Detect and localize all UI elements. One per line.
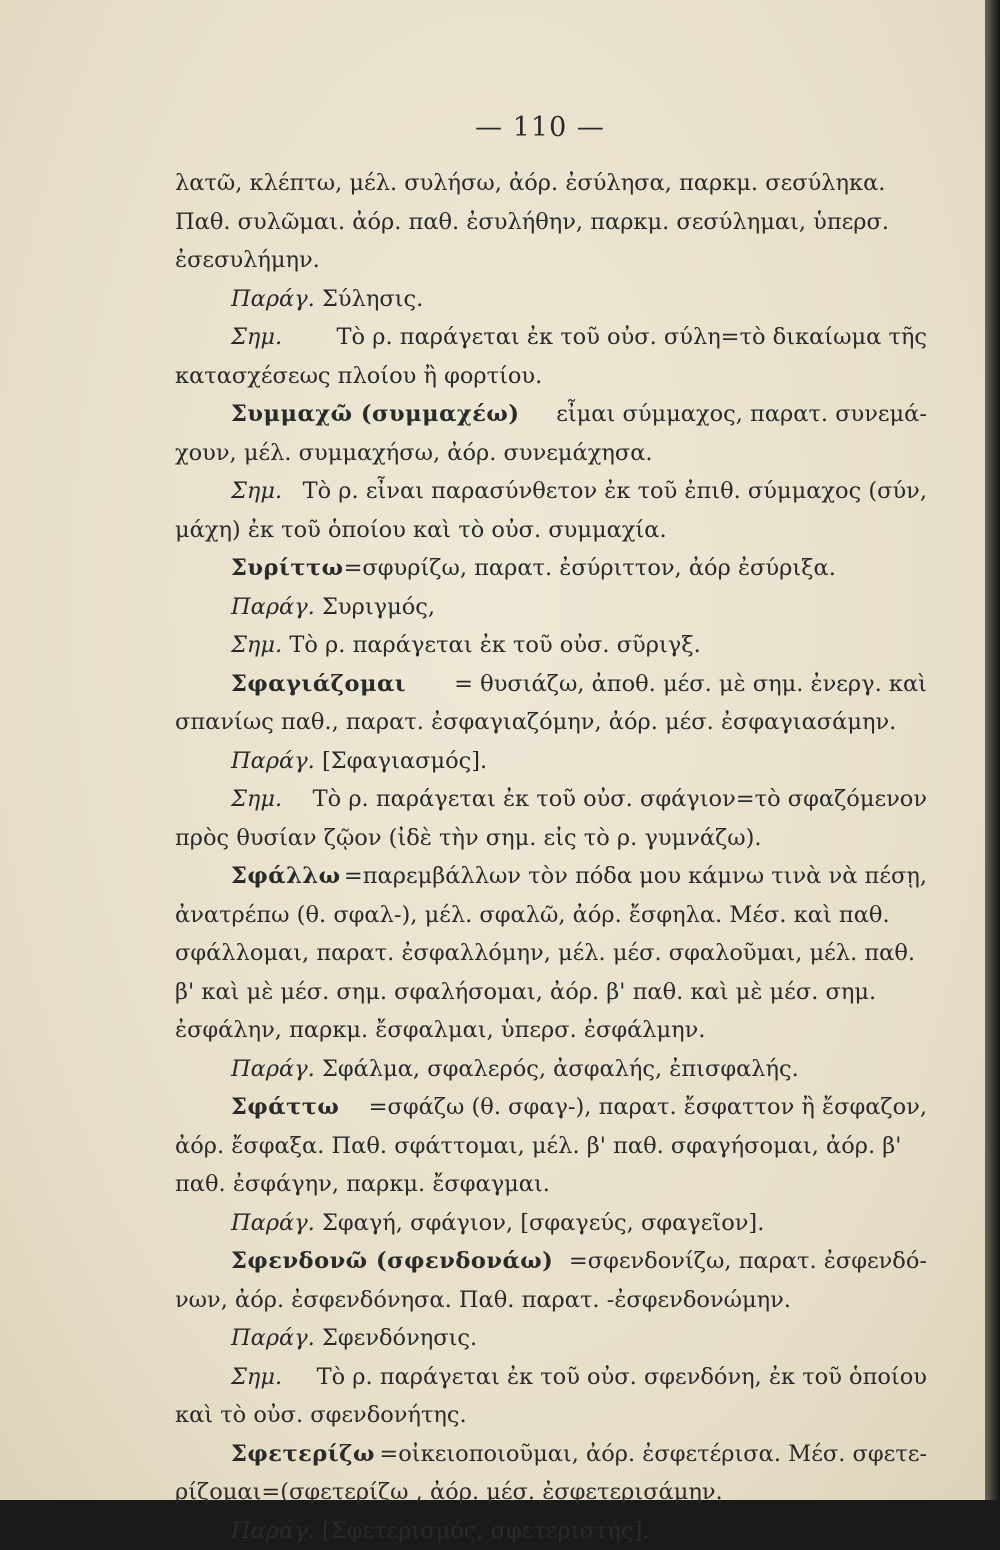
line-text: πρὸς θυσίαν ζῷον (ἰδὲ τὴν σημ. εἰς τὸ ρ. γυμνάζω). <box>175 819 762 858</box>
entry-note <box>175 318 927 357</box>
line-text: Σφενδόνησις. <box>322 1319 477 1358</box>
text-line <box>175 511 927 550</box>
text-line <box>175 934 927 973</box>
headword: Σφενδονῶ (σφενδονάω) <box>231 1242 553 1281</box>
text-line <box>175 434 927 473</box>
paragogi-label: Παράγ. <box>231 588 315 627</box>
text-line <box>175 1473 927 1512</box>
entry-paragogi <box>175 588 927 627</box>
page-number: — 110 — <box>0 112 1000 143</box>
paragogi-label: Παράγ. <box>231 1050 315 1089</box>
note-label: Σημ. <box>231 318 282 357</box>
entry-headword-line <box>175 857 927 896</box>
entry-note <box>175 626 927 665</box>
paragogi-label: Παράγ. <box>231 742 315 781</box>
entry-note <box>175 472 927 511</box>
text-line <box>175 819 927 858</box>
line-text: Τὸ ρ. παράγεται ἐκ τοῦ οὐσ. σῦριγξ. <box>289 626 700 665</box>
line-text: ἀνατρέπω (θ. σφαλ-), μέλ. σφαλῶ, ἀόρ. ἔσφηλα. Μέσ. καὶ παθ. <box>175 896 890 935</box>
line-text: παθ. ἐσφάγην, παρκμ. ἔσφαγμαι. <box>175 1165 550 1204</box>
text-line <box>175 357 927 396</box>
line-text: νων, ἀόρ. ἐσφενδόνησα. Παθ. παρατ. -ἐσφενδονώμην. <box>175 1281 791 1320</box>
line-text: σφάλλομαι, παρατ. ἐσφαλλόμην, μέλ. μέσ. σφαλοῦμαι, μέλ. παθ. <box>175 934 915 973</box>
note-label: Σημ. <box>231 780 282 819</box>
line-text: χουν, μέλ. συμμαχήσω, ἀόρ. συνεμάχησα. <box>175 434 653 473</box>
line-text: λατῶ, κλέπτω, μέλ. συλήσω, ἀόρ. ἐσύλησα, παρκμ. σεσύληκα. <box>175 164 885 203</box>
line-text: Παθ. συλῶμαι. ἀόρ. παθ. ἐσυλήθην, παρκμ. σεσύλημαι, ὑπερσ. <box>175 203 889 242</box>
note-label: Σημ. <box>231 1358 282 1397</box>
line-text: = θυσιάζω, ἀποθ. μέσ. μὲ σημ. ἐνεργ. καὶ <box>454 665 927 704</box>
text-line <box>175 203 927 242</box>
note-label: Σημ. <box>231 626 282 665</box>
line-text: καὶ τὸ οὐσ. σφενδονήτης. <box>175 1396 467 1435</box>
headword: Συρίττω <box>231 549 344 588</box>
entry-note <box>175 780 927 819</box>
entry-headword-line <box>175 665 927 704</box>
entry-headword-line <box>175 1435 927 1474</box>
headword: Σφετερίζω <box>231 1435 375 1474</box>
paragogi-label: Παράγ. <box>231 280 315 319</box>
line-text: κατασχέσεως πλοίου ἢ φορτίου. <box>175 357 542 396</box>
line-text: [Σφαγιασμός]. <box>322 742 487 781</box>
entry-paragogi <box>175 280 927 319</box>
entry-headword-line <box>175 395 927 434</box>
entry-paragogi <box>175 1512 927 1550</box>
line-text: ἀόρ. ἔσφαξα. Παθ. σφάττομαι, μέλ. β' παθ. σφαγήσομαι, ἀόρ. β' <box>175 1127 901 1166</box>
line-text: ἐσεσυλήμην. <box>175 241 320 280</box>
line-text: =σφυρίζω, παρατ. ἐσύριττον, ἀόρ ἐσύριξα. <box>344 549 836 588</box>
headword: Συμμαχῶ (συμμαχέω) <box>231 395 519 434</box>
entry-paragogi <box>175 742 927 781</box>
entry-paragogi <box>175 1319 927 1358</box>
paragogi-label: Παράγ. <box>231 1204 315 1243</box>
entry-headword-line <box>175 1088 927 1127</box>
line-text: Σύλησις. <box>322 280 423 319</box>
text-line <box>175 1396 927 1435</box>
line-text: Σφάλμα, σφαλερός, ἀσφαλής, ἐπισφαλής. <box>322 1050 799 1089</box>
line-text: =παρεμβάλλων τὸν πόδα μου κάμνω τινὰ νὰ πέσῃ, <box>344 857 927 896</box>
text-line <box>175 1011 927 1050</box>
entry-note <box>175 1358 927 1397</box>
text-line <box>175 703 927 742</box>
line-text: [Σφετερισμός, σφετεριστής]. <box>322 1512 649 1550</box>
line-text: =οἰκειοποιοῦμαι, ἀόρ. ἐσφετέρισα. Μέσ. σφετε- <box>379 1435 927 1474</box>
headword: Σφαγιάζομαι <box>231 665 406 704</box>
line-text: ρίζομαι=(σφετερίζω , ἀόρ. μέσ. ἐσφετερισάμην. <box>175 1473 723 1512</box>
entry-paragogi <box>175 1204 927 1243</box>
note-label: Σημ. <box>231 472 282 511</box>
text-line <box>175 1127 927 1166</box>
line-text: =σφενδονίζω, παρατ. ἐσφενδό- <box>569 1242 927 1281</box>
entry-paragogi <box>175 1050 927 1089</box>
line-text: εἶμαι σύμμαχος, παρατ. συνεμά- <box>556 395 927 434</box>
entry-headword-line <box>175 1242 927 1281</box>
text-line <box>175 241 927 280</box>
text-line <box>175 164 927 203</box>
paragogi-label: Παράγ. <box>231 1512 315 1550</box>
line-text: Τὸ ρ. παράγεται ἐκ τοῦ οὐσ. σφενδόνη, ἐκ τοῦ ὁποίου <box>317 1358 927 1397</box>
text-line <box>175 1281 927 1320</box>
line-text: Τὸ ρ. παράγεται ἐκ τοῦ οὐσ. σύλη=τὸ δικαίωμα τῆς <box>337 318 927 357</box>
headword: Σφάλλω <box>231 857 341 896</box>
line-text: Σφαγή, σφάγιον, [σφαγεύς, σφαγεῖον]. <box>322 1204 764 1243</box>
line-text: Τὸ ρ. παράγεται ἐκ τοῦ οὐσ. σφάγιον=τὸ σφαζόμενον <box>313 780 927 819</box>
line-text: μάχη) ἐκ τοῦ ὁποίου καὶ τὸ οὐσ. συμμαχία. <box>175 511 667 550</box>
lexicon-text <box>175 164 927 1550</box>
line-text: Τὸ ρ. εἶναι παρασύνθετον ἐκ τοῦ ἐπιθ. σύμμαχος (σύν, <box>303 472 927 511</box>
paragogi-label: Παράγ. <box>231 1319 315 1358</box>
line-text: Συριγμός, <box>322 588 435 627</box>
line-text: σπανίως παθ., παρατ. ἐσφαγιαζόμην, ἀόρ. μέσ. ἐσφαγιασάμην. <box>175 703 896 742</box>
text-line <box>175 896 927 935</box>
headword: Σφάττω <box>231 1088 339 1127</box>
entry-headword-line <box>175 549 927 588</box>
line-text: ἐσφάλην, παρκμ. ἔσφαλμαι, ὑπερσ. ἐσφάλμην. <box>175 1011 705 1050</box>
text-line <box>175 1165 927 1204</box>
book-edge-shadow <box>985 0 1000 1500</box>
line-text: =σφάζω (θ. σφαγ-), παρατ. ἔσφαττον ἢ ἔσφαζον, <box>369 1088 927 1127</box>
text-line <box>175 973 927 1012</box>
line-text: β' καὶ μὲ μέσ. σημ. σφαλήσομαι, ἀόρ. β' παθ. καὶ μὲ μέσ. σημ. <box>175 973 876 1012</box>
